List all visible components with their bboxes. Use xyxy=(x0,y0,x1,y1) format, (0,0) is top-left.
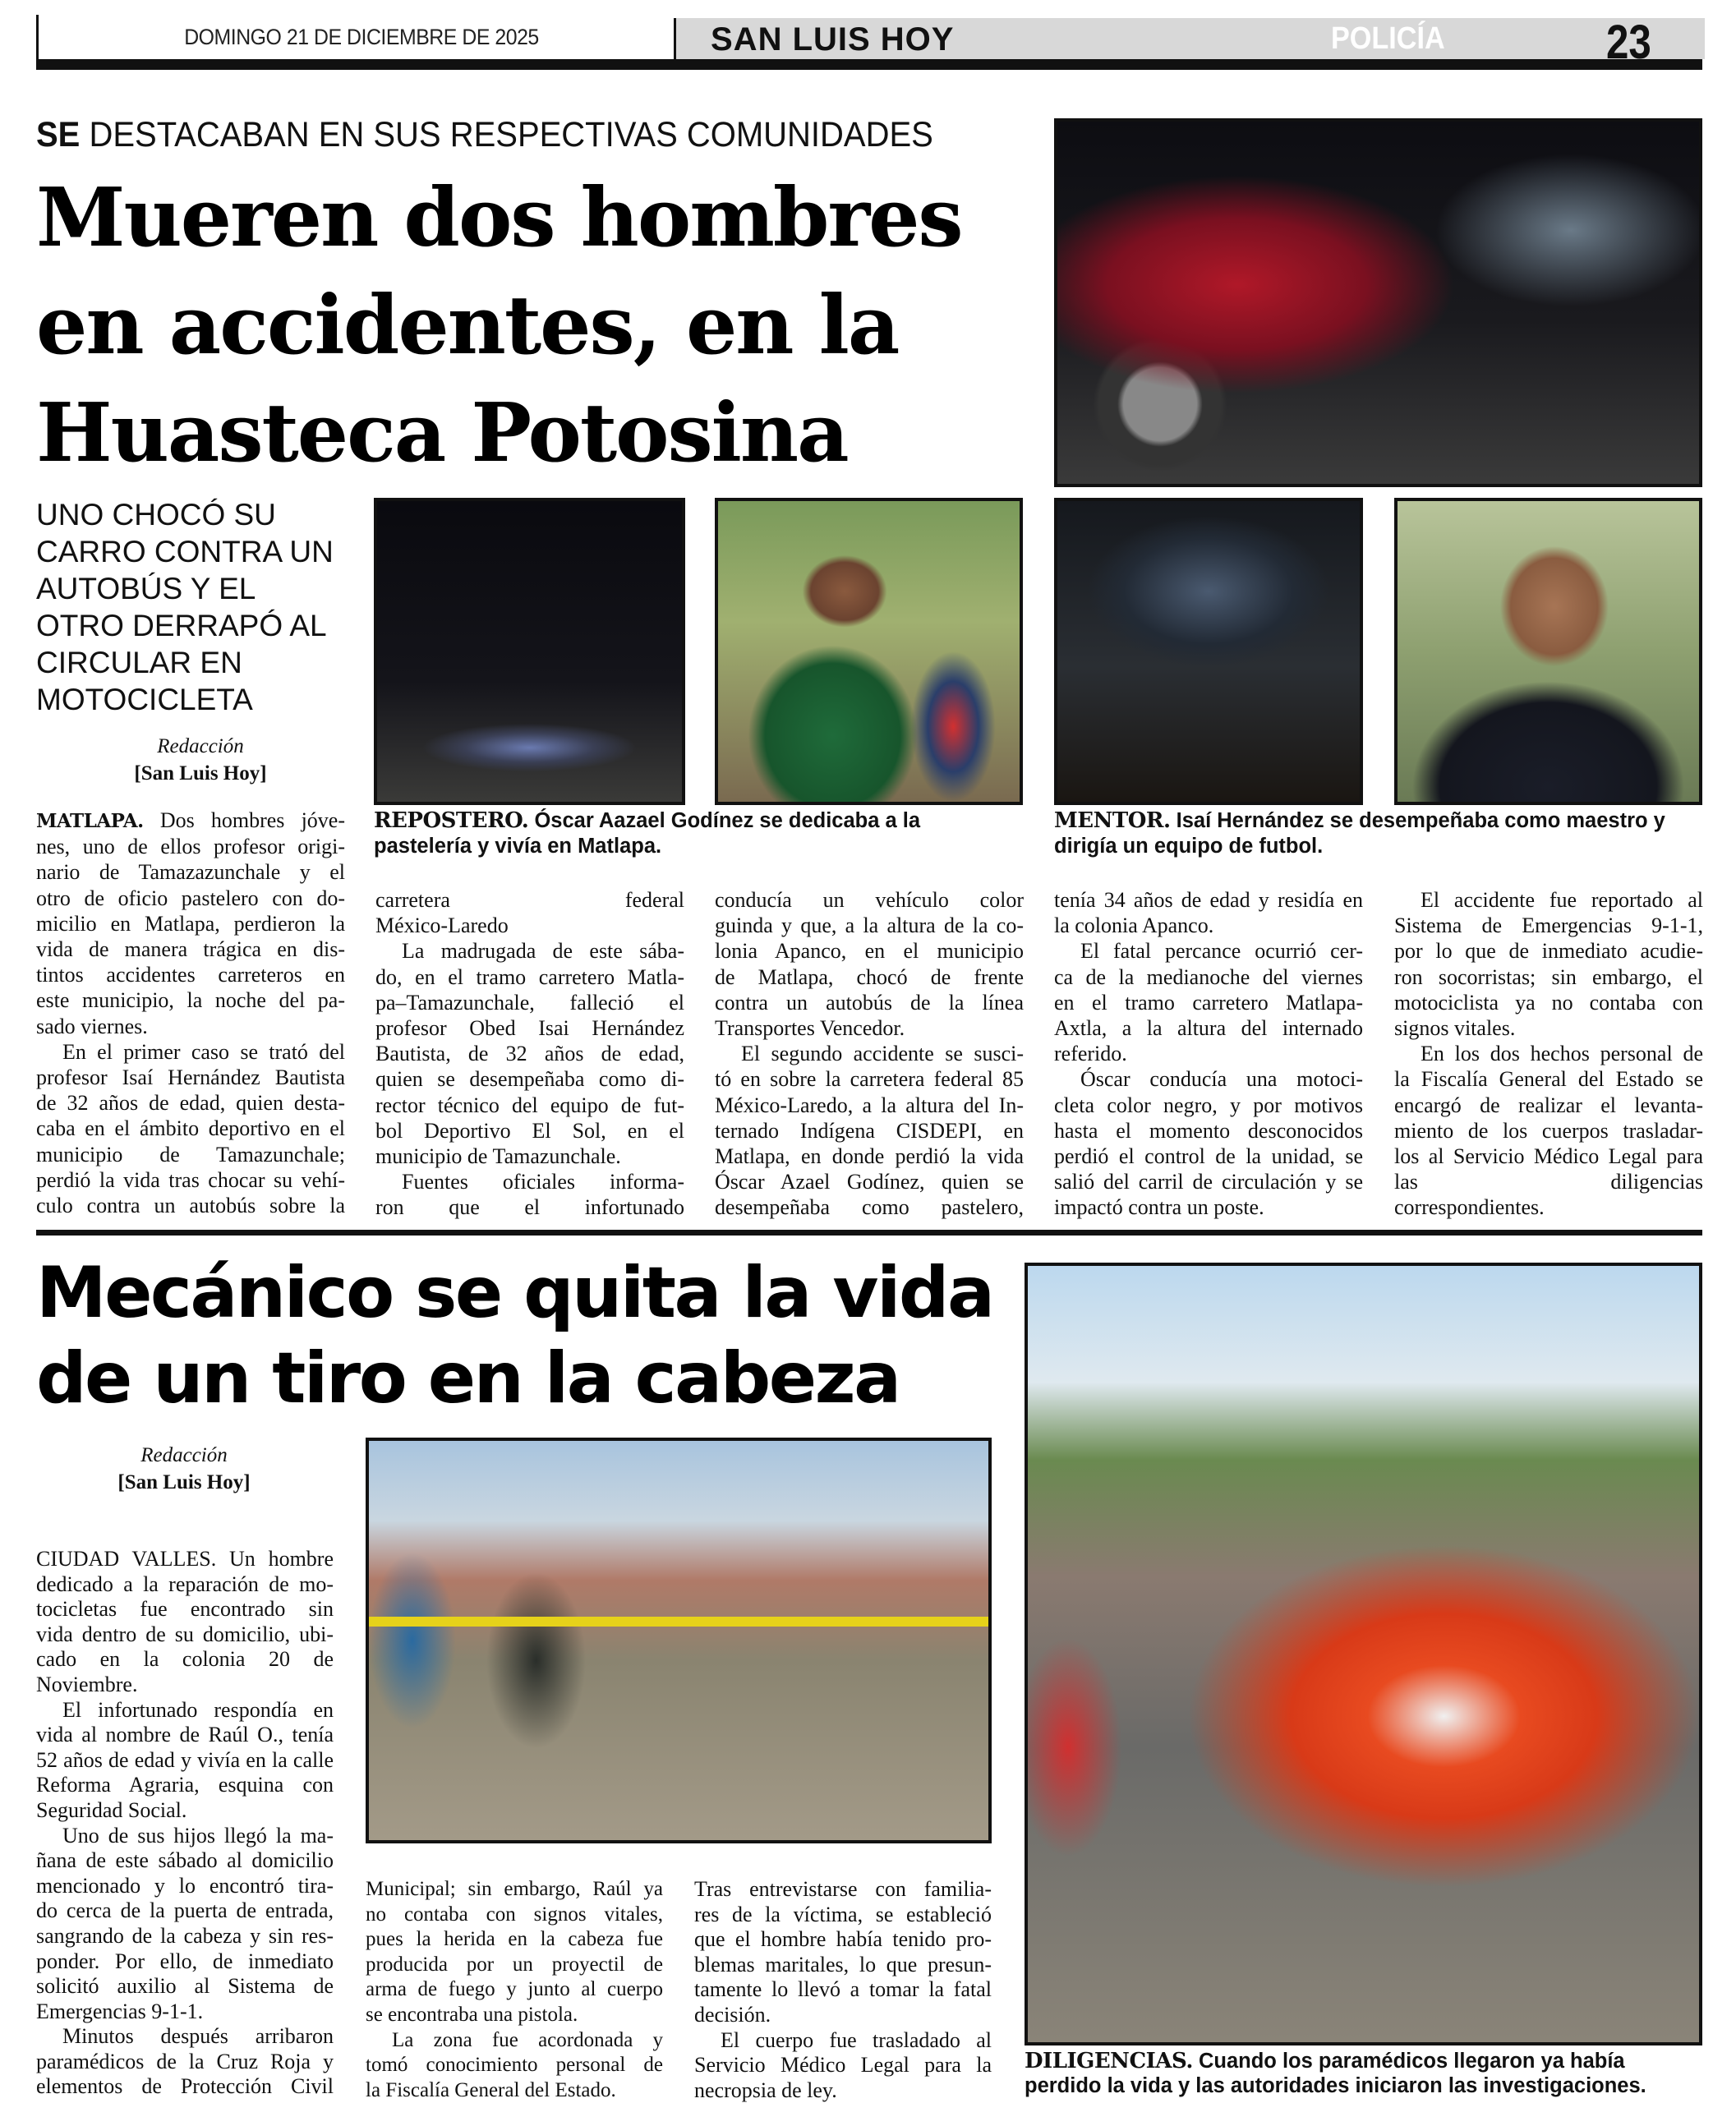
body-text-line: nes, uno de ellos profesor origi- xyxy=(36,835,345,859)
body-text-line: do cerca de la puerta de entrada, xyxy=(36,1898,334,1923)
body-text-line: desempeñaba como pastelero, xyxy=(715,1195,1024,1220)
body-text-line: vida dentro de su domicilio, ubi- xyxy=(36,1622,334,1646)
article2-column-2 xyxy=(366,1877,663,2103)
article1-kicker xyxy=(36,115,933,155)
article1-column-1 xyxy=(36,808,345,1218)
body-text-line: carretera federal xyxy=(375,888,684,912)
body-text-line: El segundo accidente se susci- xyxy=(741,1042,1024,1066)
body-text-line: La madrugada de este sába- xyxy=(402,939,684,964)
article1-headline xyxy=(36,164,1047,487)
body-text-line: hasta el momento desconocidos xyxy=(1054,1118,1363,1143)
body-text-line: contra un autobús de la línea xyxy=(715,990,1024,1015)
body-text-line: no contaba con signos vitales, xyxy=(366,1903,663,1926)
body-text-line xyxy=(36,808,345,834)
article-divider xyxy=(36,1230,1702,1236)
body-text-line: mencionado y lo encontró tira- xyxy=(36,1873,334,1898)
body-text-line: Reforma Agraria, esquina con xyxy=(36,1773,334,1797)
article2-byline xyxy=(36,1442,332,1496)
section-name: POLICÍA xyxy=(1331,21,1445,56)
body-text-line: El infortunado respondía en xyxy=(62,1697,334,1722)
headline-line: Huasteca Potosina xyxy=(36,386,848,481)
body-text-line: solicitó auxilio al Sistema de xyxy=(36,1974,334,1999)
body-text-line: encargó de realizar el levanta- xyxy=(1394,1093,1703,1117)
body-text-line: la Fiscalía General del Estado se xyxy=(1394,1067,1703,1092)
body-text-line: Emergencias 9-1-1. xyxy=(36,1999,204,2023)
body-text-line: ca de la medianoche del viernes xyxy=(1054,964,1363,989)
header-rule xyxy=(36,59,1702,70)
body-text-line: Tras entrevistarse con familia- xyxy=(694,1877,992,1901)
photo-motorcycle-scene xyxy=(374,498,685,805)
body-text-line: culo contra un autobús sobre la xyxy=(36,1194,345,1218)
body-text-line: CIUDAD VALLES. Un hombre xyxy=(36,1547,334,1571)
body-text-line: tomó conocimiento personal de xyxy=(366,2054,663,2077)
body-text-line: conducía un vehículo color xyxy=(715,888,1024,912)
body-text-line: municipio de Tamazunchale; xyxy=(36,1142,345,1167)
headline-line: de un tiro en la cabeza xyxy=(36,1337,900,1420)
body-text-line: impactó contra un poste. xyxy=(1054,1195,1264,1220)
page-number: 23 xyxy=(1606,16,1651,69)
photo-caption-mentor xyxy=(1054,808,1702,859)
body-text-line: referido. xyxy=(1054,1042,1127,1066)
body-text-line: micilio en Matlapa, perdieron la xyxy=(36,911,345,936)
body-text-line: este municipio, la noche del pa- xyxy=(36,988,345,1013)
body-text-line: ñana de este sábado al domicilio xyxy=(36,1848,334,1873)
body-text-line: Transportes Vencedor. xyxy=(715,1016,905,1041)
body-text-line: bol Deportivo El Sol, en el xyxy=(375,1118,684,1143)
headline-line: Mecánico se quita la vida xyxy=(36,1252,993,1334)
body-text-line: por lo que de inmediato acudie- xyxy=(1394,939,1703,964)
body-text-line: motociclista ya no contaba con xyxy=(1394,990,1703,1015)
body-text-line: El cuerpo fue trasladado al xyxy=(721,2027,992,2052)
body-text-line: México-Laredo xyxy=(375,913,509,938)
body-text-line: ternado Indígena CISDEPI, en xyxy=(715,1118,1024,1143)
article2-column-1 xyxy=(36,1547,334,2100)
article1-column-2 xyxy=(375,887,684,1221)
body-text-line: caba en el ámbito deportivo en el xyxy=(36,1116,345,1141)
body-text-line: Uno de sus hijos llegó la ma- xyxy=(62,1823,334,1848)
body-text-line: Municipal; sin embargo, Raúl ya xyxy=(366,1878,663,1900)
body-text-line: elementos de Protección Civil xyxy=(36,2074,334,2099)
body-text-line: arma de fuego y junto al cuerpo xyxy=(366,1978,663,2001)
body-text-line: las diligencias xyxy=(1394,1170,1703,1194)
body-text-line: Matlapa, en donde perdió la vida xyxy=(715,1144,1024,1169)
photo-caption-repostero xyxy=(374,808,1023,859)
body-text-line: miento de los cuerpos trasladar- xyxy=(1394,1118,1703,1143)
body-text-line: que el hombre había tenido pro- xyxy=(694,1927,992,1952)
body-text-line: Sistema de Emergencias 9-1-1, xyxy=(1394,913,1703,938)
body-text-line: salió del carril de circulación y se xyxy=(1054,1170,1363,1194)
body-text-line: paramédicos de la Cruz Roja y xyxy=(36,2049,334,2073)
body-text-line: la colonia Apanco. xyxy=(1054,913,1214,938)
body-text-line: decisión. xyxy=(694,2002,771,2027)
body-text-line: Servicio Médico Legal para la xyxy=(694,2053,992,2078)
issue-date: DOMINGO 21 DE DICIEMBRE DE 2025 xyxy=(184,25,539,49)
byline-author: Redacción xyxy=(157,735,244,757)
body-text-line: tó en sobre la carretera federal 85 xyxy=(715,1067,1024,1092)
body-text-line: pues la herida en la cabeza fue xyxy=(366,1928,663,1951)
photo-caption-diligencias xyxy=(1025,2049,1706,2098)
body-text-line: cado en la colonia 20 de xyxy=(36,1647,334,1672)
article2-column-3 xyxy=(694,1877,992,2103)
article1-byline xyxy=(36,733,365,787)
body-text-line: En el primer caso se trató del xyxy=(62,1039,345,1064)
byline-outlet: [San Luis Hoy] xyxy=(134,762,267,785)
body-text-line: tamente lo llevó a tomar la fatal xyxy=(694,1977,992,2002)
body-text-line: otro de oficio pastelero con do- xyxy=(36,886,345,910)
body-text-line: necropsia de ley. xyxy=(694,2078,837,2102)
body-text-line: do, en el tramo carretero Matla- xyxy=(375,964,684,989)
body-text-line: vida al nombre de Raúl O., tenía xyxy=(36,1723,334,1747)
byline-outlet: [San Luis Hoy] xyxy=(117,1471,251,1493)
dateline: MATLAPA. xyxy=(36,810,144,832)
caption-text: Cuando los paramédicos llegaron ya había perdido la vida y las autoridades iniciaron las investigaciones. xyxy=(1025,2050,1646,2097)
body-text-line: lonia Apanco, en el municipio xyxy=(715,939,1024,964)
body-text-line: Óscar Azael Godínez, quien se xyxy=(715,1170,1024,1194)
body-text-line: los al Servicio Médico Legal para xyxy=(1394,1144,1703,1169)
body-text-line: El fatal percance ocurrió cer- xyxy=(1080,939,1363,964)
body-text-line: signos vitales. xyxy=(1394,1016,1516,1041)
caption-lead: DILIGENCIAS. xyxy=(1025,2049,1193,2073)
body-text-line: producida por un proyectil de xyxy=(366,1953,663,1976)
body-text-line: perdió la vida tras chocar su vehí- xyxy=(36,1167,345,1192)
body-text-line: profesor Obed Isai Hernández xyxy=(375,1016,684,1041)
body-text: Dos hombres jóve- xyxy=(143,808,345,832)
body-text-line: de 32 años de edad, quien desta- xyxy=(36,1091,345,1116)
body-text-line: Seguridad Social. xyxy=(36,1797,187,1822)
body-text-line: sado viernes. xyxy=(36,1014,148,1038)
photo-ambulance xyxy=(1025,1263,1702,2045)
article1-column-3 xyxy=(715,887,1024,1221)
headline-line: Mueren dos hombres xyxy=(36,171,962,265)
body-text-line: pa–Tamazunchale, falleció el xyxy=(375,990,684,1015)
body-text-line: se encontraba una pistola. xyxy=(366,2003,578,2026)
caption-lead: MENTOR. xyxy=(1054,808,1171,833)
body-text-line: México-Laredo, a la altura del In- xyxy=(715,1093,1024,1117)
body-text-line: tenía 34 años de edad y residía en xyxy=(1054,888,1363,912)
body-text-line: Noviembre. xyxy=(36,1672,138,1696)
body-text-line: vida de manera trágica en dis- xyxy=(36,937,345,962)
caption-text: Óscar Aazael Godínez se dedicaba a la pastelería y vivía en Matlapa. xyxy=(374,809,921,858)
photo-car-crash xyxy=(1054,118,1702,487)
body-text-line: rector técnico del equipo de fut- xyxy=(375,1093,684,1117)
newspaper-name: SAN LUIS HOY xyxy=(711,21,955,58)
photo-isai-hernandez xyxy=(1394,498,1702,805)
article2-headline xyxy=(36,1250,1022,1421)
body-text-line: 52 años de edad y vivía en la calle xyxy=(36,1747,334,1772)
body-text-line: Fuentes oficiales informa- xyxy=(402,1170,684,1194)
article1-column-5 xyxy=(1394,887,1703,1221)
body-text-line: sangrando de la cabeza y sin res- xyxy=(36,1923,334,1948)
body-text-line: correspondientes. xyxy=(1394,1195,1545,1220)
body-text-line: Bautista, de 32 años de edad, xyxy=(375,1042,684,1066)
body-text-line: res de la víctima, se estableció xyxy=(694,1902,992,1926)
body-text-line: municipio de Tamazunchale. xyxy=(375,1144,621,1169)
body-text-line: nario de Tamazazunchale y el xyxy=(36,860,345,885)
article1-subhead: UNO CHOCÓ SU CARRO CONTRA UN AUTOBÚS Y EL OTRO DERRAPÓ AL CIRCULAR EN MOTOCICLETA xyxy=(36,498,334,716)
article1-column-4 xyxy=(1054,887,1363,1221)
body-text-line: guinda y que, a la altura de la co- xyxy=(715,913,1024,938)
headline-line: en accidentes, en la xyxy=(36,278,899,373)
body-text-line: El accidente fue reportado al xyxy=(1421,888,1703,912)
body-text-line: ron que el infortunado xyxy=(375,1195,684,1220)
photo-oscar-godinez xyxy=(715,498,1023,805)
body-text-line: La zona fue acordonada y xyxy=(392,2028,663,2051)
body-text-line: ponder. Por ello, de inmediato xyxy=(36,1949,334,1973)
body-text-line: ron socorristas; sin embargo, el xyxy=(1394,964,1703,989)
byline-author: Redacción xyxy=(140,1444,228,1466)
body-text-line: de Matlapa, chocó de frente xyxy=(715,964,1024,989)
caption-lead: REPOSTERO. xyxy=(374,808,529,833)
body-text-line: Minutos después arribaron xyxy=(62,2024,334,2049)
body-text-line: profesor Isaí Hernández Bautista xyxy=(36,1065,345,1090)
body-text-line: perdió el control de la unidad, se xyxy=(1054,1144,1363,1169)
body-text-line: la Fiscalía General del Estado. xyxy=(366,2078,616,2101)
body-text-line: blemas maritales, lo que presun- xyxy=(694,1952,992,1976)
kicker-bold: SE xyxy=(36,115,81,154)
kicker-text: DESTACABAN EN SUS RESPECTIVAS COMUNIDADES xyxy=(80,115,933,154)
body-text-line: Axtla, a la altura del internado xyxy=(1054,1016,1363,1041)
body-text-line: En los dos hechos personal de xyxy=(1421,1042,1703,1066)
photo-police-cordon xyxy=(366,1438,992,1843)
body-text-line: Óscar conducía una motoci- xyxy=(1080,1067,1363,1092)
photo-bus-crash xyxy=(1054,498,1363,805)
body-text-line: cleta color negro, y por motivos xyxy=(1054,1093,1363,1117)
body-text-line: dedicado a la reparación de mo- xyxy=(36,1571,334,1596)
caption-text: Isaí Hernández se desempeñaba como maestro y dirigía un equipo de futbol. xyxy=(1054,809,1665,858)
body-text-line: tintos accidentes carreteros en xyxy=(36,963,345,987)
body-text-line: quien se desempeñaba como di- xyxy=(375,1067,684,1092)
body-text-line: tocicletas fue encontrado sin xyxy=(36,1597,334,1622)
body-text-line: en el tramo carretero Matlapa- xyxy=(1054,990,1363,1015)
